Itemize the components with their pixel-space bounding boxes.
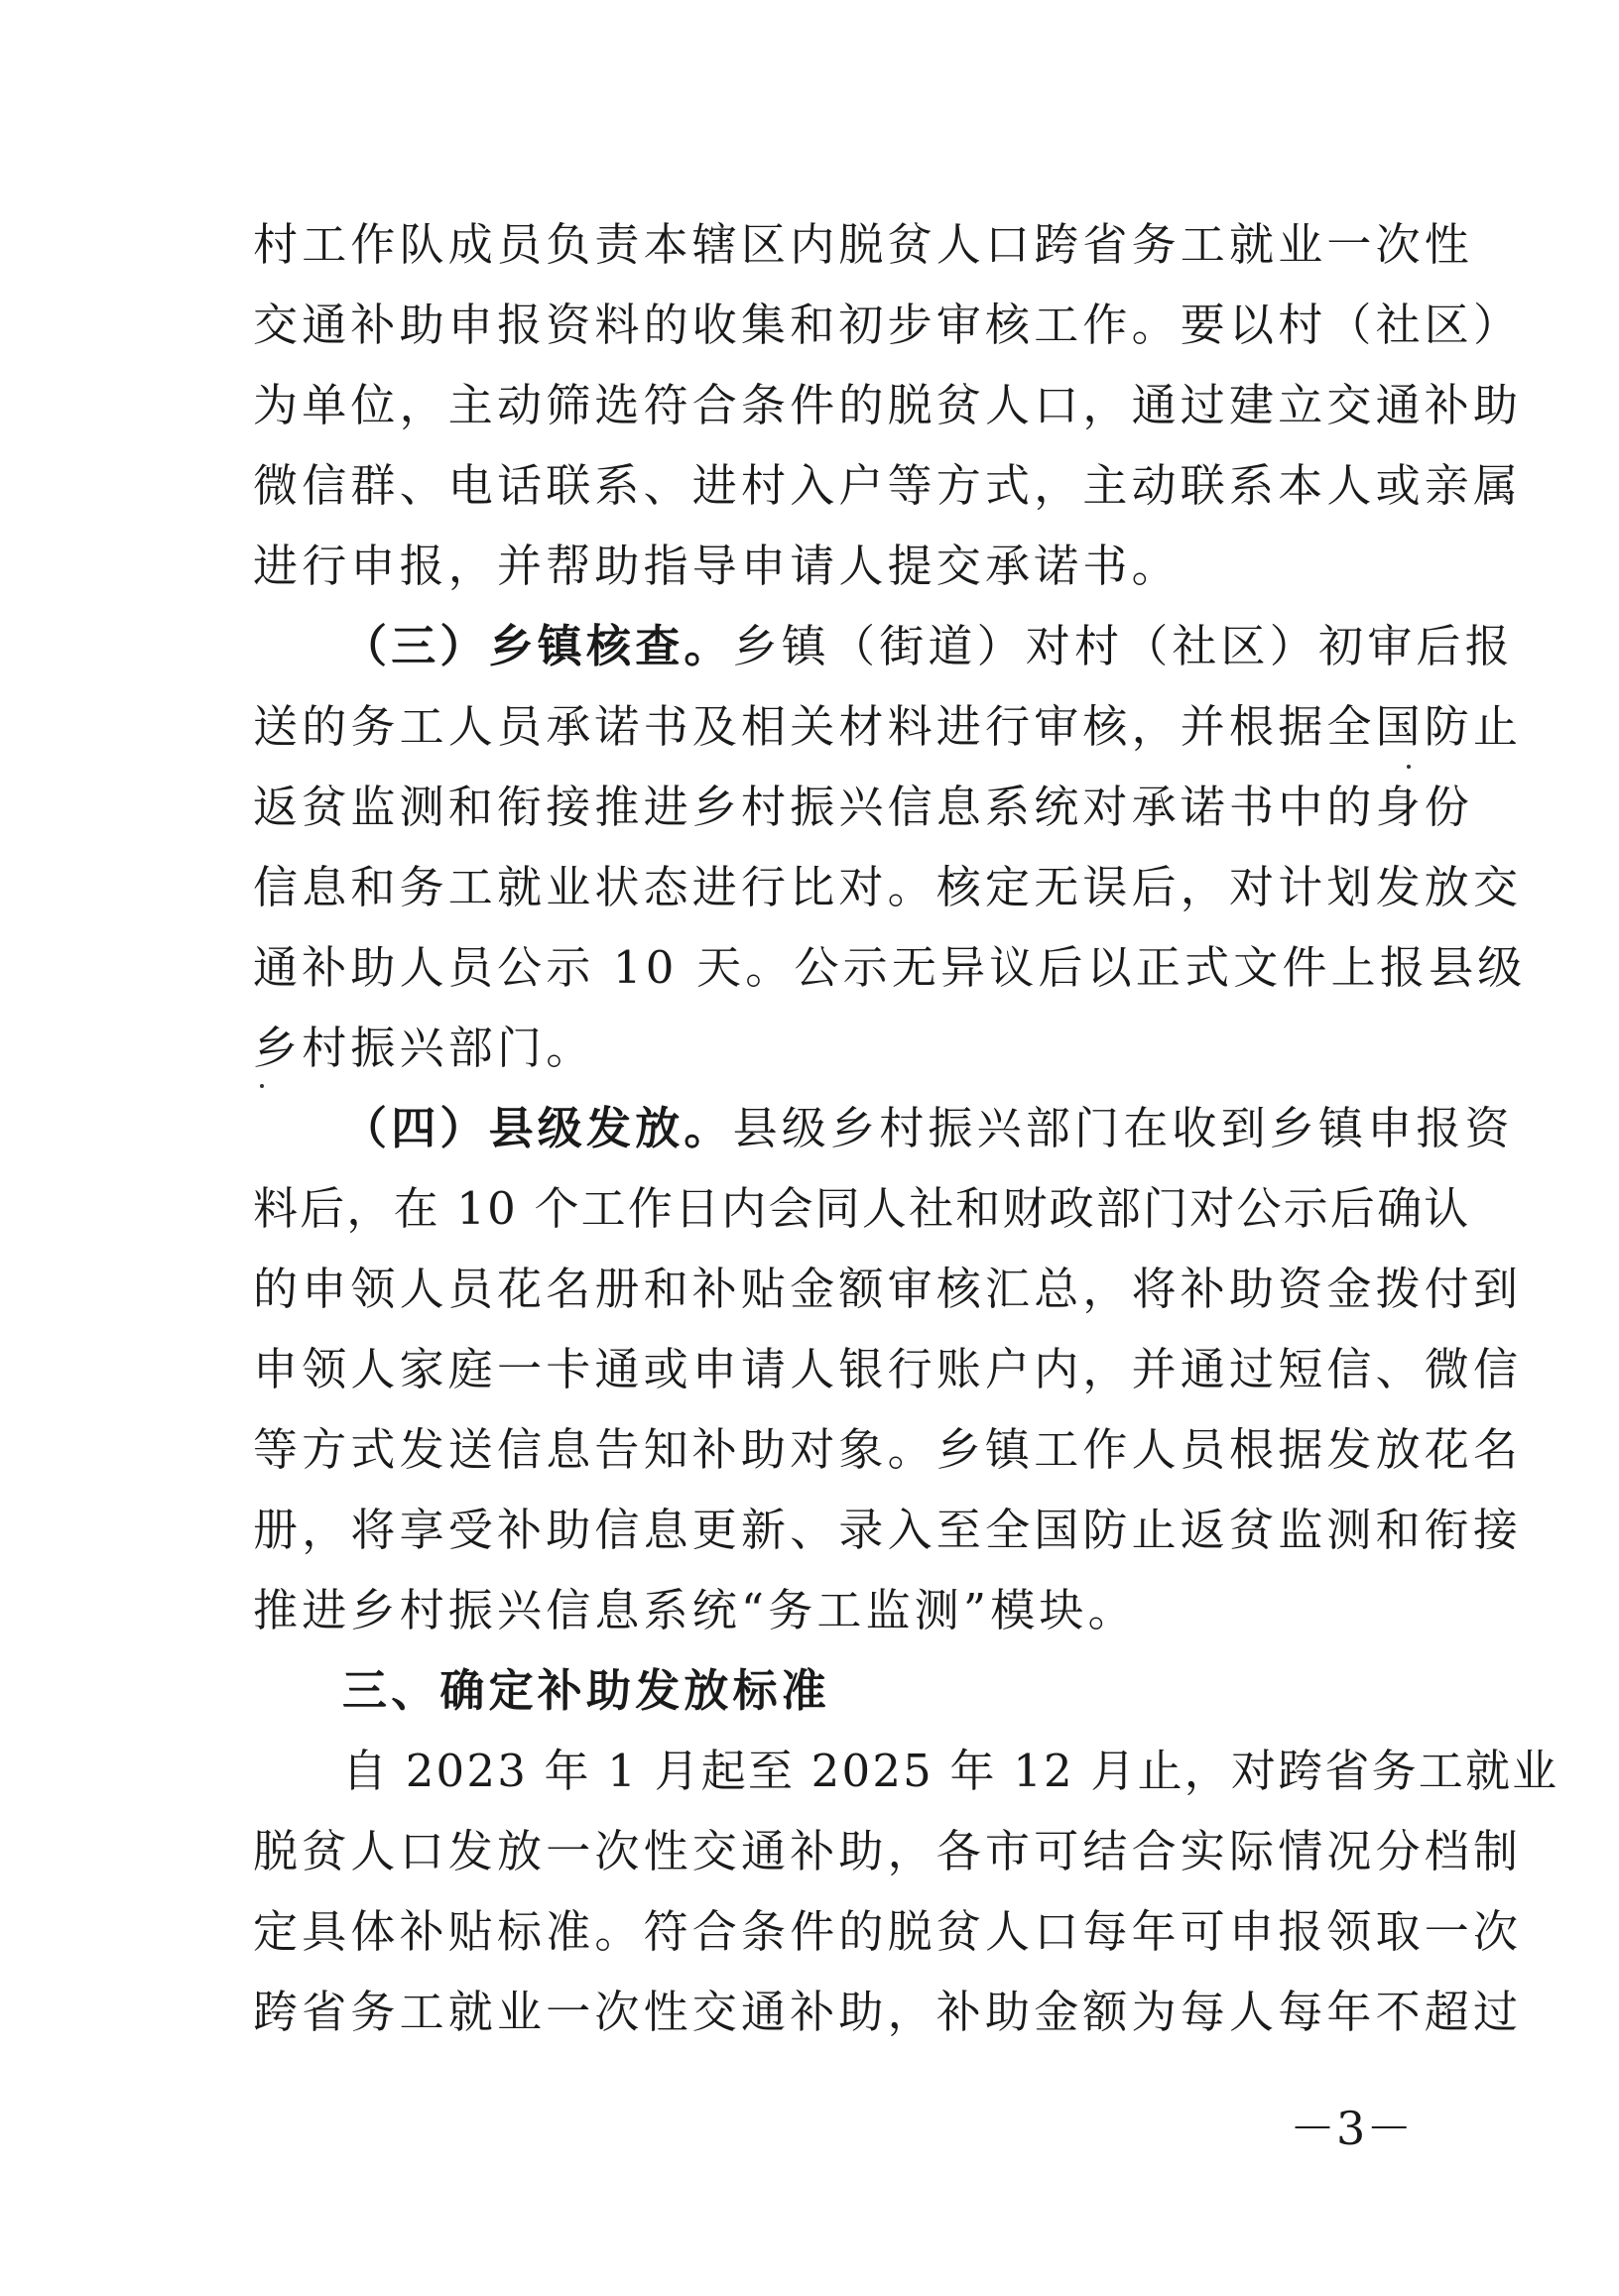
paragraph-line: 跨省务工就业一次性交通补助，补助金额为每人每年不超过 xyxy=(253,1986,1523,2038)
paragraph-line: 送的务工人员承诺书及相关材料进行审核，并根据全国防止 xyxy=(253,700,1523,753)
paragraph-line: 脱贫人口发放一次性交通补助，各市可结合实际情况分档制 xyxy=(253,1825,1523,1877)
paragraph-line: 微信群、电话联系、进村入户等方式，主动联系本人或亲属 xyxy=(253,459,1523,512)
paragraph-text: 县级乡村振兴部门在收到乡镇申报资 xyxy=(732,1102,1514,1154)
paragraph-line: 推进乡村振兴信息系统“务工监测”模块。 xyxy=(253,1584,1137,1636)
paragraph-line: 自 2023 年 1 月起至 2025 年 12 月止，对跨省务工就业 xyxy=(342,1745,1559,1797)
paragraph-line: 信息和务工就业状态进行比对。核定无误后，对计划发放交 xyxy=(253,861,1523,913)
scan-speck xyxy=(1407,765,1411,769)
paragraph-line: 料后，在 10 个工作日内会同人社和财政部门对公示后确认 xyxy=(253,1182,1471,1235)
subsection-lead: （三）乡镇核查。 xyxy=(342,620,733,672)
paragraph-line: 申领人家庭一卡通或申请人银行账户内，并通过短信、微信 xyxy=(253,1343,1523,1395)
section-heading: 三、确定补助发放标准 xyxy=(342,1664,831,1717)
page-number: －3－ xyxy=(1290,2102,1414,2155)
paragraph-line-with-lead xyxy=(342,617,1514,676)
paragraph-line: 返贫监测和衔接推进乡村振兴信息系统对承诺书中的身份 xyxy=(253,781,1474,833)
scan-speck xyxy=(260,1084,264,1088)
paragraph-line: 乡村振兴部门。 xyxy=(253,1022,595,1074)
paragraph-line: 的申领人员花名册和补贴金额审核汇总，将补助资金拨付到 xyxy=(253,1263,1523,1315)
subsection-lead: （四）县级发放。 xyxy=(342,1102,733,1154)
paragraph-text: 乡镇（街道）对村（社区）初审后报 xyxy=(732,620,1514,672)
paragraph-line: 进行申报，并帮助指导申请人提交承诺书。 xyxy=(253,540,1181,592)
paragraph-line: 为单位，主动筛选符合条件的脱贫人口，通过建立交通补助 xyxy=(253,379,1523,431)
paragraph-line: 等方式发送信息告知补助对象。乡镇工作人员根据发放花名 xyxy=(253,1423,1523,1476)
paragraph-line: 定具体补贴标准。符合条件的脱贫人口每年可申报领取一次 xyxy=(253,1905,1523,1958)
paragraph-line: 交通补助申报资料的收集和初步审核工作。要以村（社区） xyxy=(253,299,1523,351)
paragraph-line: 册，将享受补助信息更新、录入至全国防止返贫监测和衔接 xyxy=(253,1504,1523,1556)
paragraph-line: 村工作队成员负责本辖区内脱贫人口跨省务工就业一次性 xyxy=(253,218,1474,271)
paragraph-line-with-lead xyxy=(342,1099,1514,1158)
paragraph-line: 通补助人员公示 10 天。公示无异议后以正式文件上报县级 xyxy=(253,941,1527,994)
